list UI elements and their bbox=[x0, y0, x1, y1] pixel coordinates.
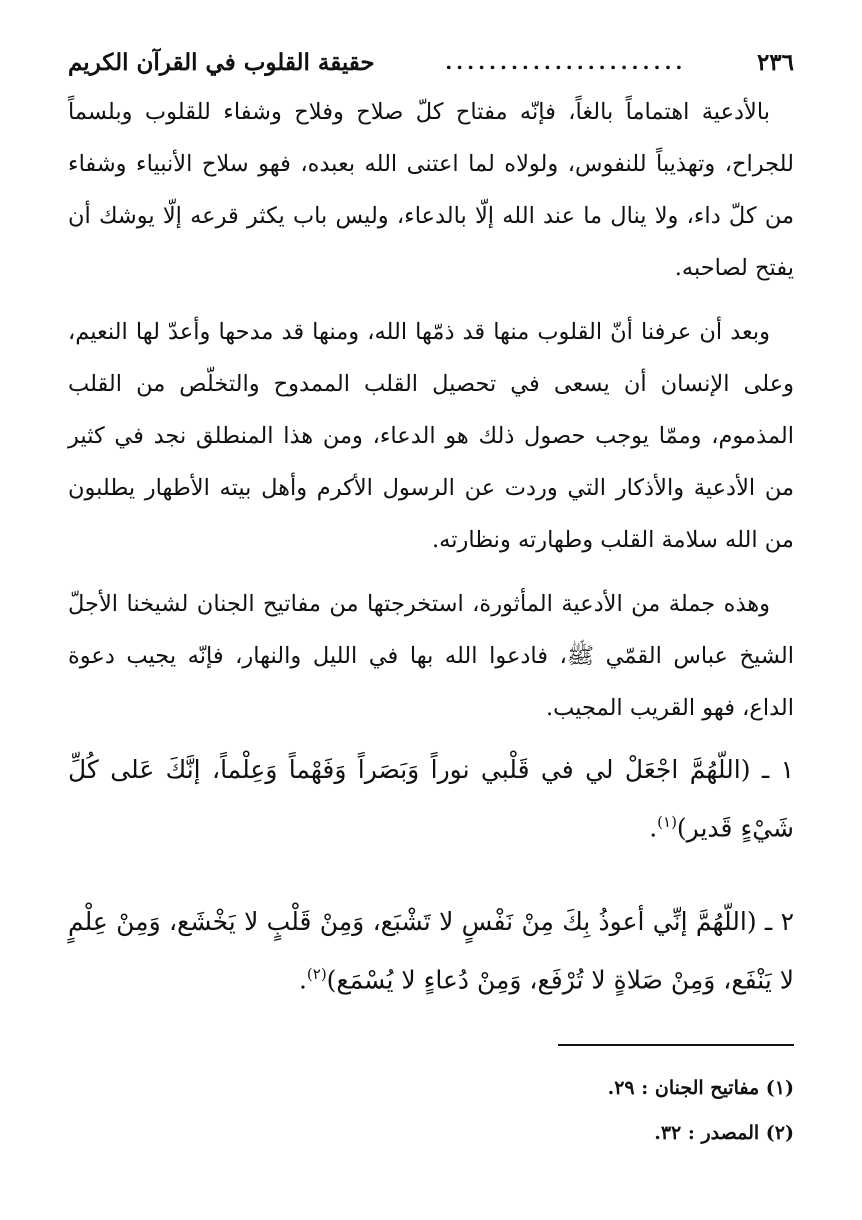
paragraph-3: وهذه جملة من الأدعية المأثورة، استخرجتها من مفاتيح الجنان لشيخنا الأجلّ الشيخ عباس القمّي ﷺ، فادعوا الله بها في الليل والنهار، فإنّه يجيب دعوة الداع، فهو القريب المجيب. bbox=[68, 591, 794, 721]
paragraph-2: وبعد أن عرفنا أنّ القلوب منها قد ذمّها الله، ومنها قد مدحها وأعدّ لها النعيم، وعلى الإنسان أن يسعى في تحصيل القلب الممدوح والتخلّص من القلب المذموم، وممّا يوجب حصول ذلك هو الدعاء، ومن هذا المنطلق نجد في كثير من الأدعية والأذكار التي وردت عن الرسول الأكرم وأهل بيته الأطهار يطلبون من الله سلامة القلب وطهارته ونظارته. bbox=[68, 319, 794, 553]
running-title: حقيقة القلوب في القرآن الكريم bbox=[68, 48, 375, 76]
dua-2-footnote-ref[interactable]: (٢) bbox=[306, 965, 327, 983]
footnote-separator bbox=[558, 1044, 794, 1046]
footnotes bbox=[68, 1066, 794, 1156]
body-text bbox=[68, 86, 794, 734]
page-header bbox=[68, 40, 794, 84]
dua-1-text: ١ ـ (اللّهُمَّ اجْعَلْ لي في قَلْبي نوراً وَبَصَراً وَفَهْماً وَعِلْماً، إنَّكَ عَلى كُلِّ شَيْءٍ قَدير) bbox=[68, 755, 794, 843]
header-dot-leader: ...................... bbox=[445, 50, 687, 74]
dua-2-text: ٢ ـ (اللّهُمَّ إنِّي أعوذُ بِكَ مِنْ نَفْسٍ لا تَشْبَع، وَمِنْ قَلْبٍ لا يَخْشَع، وَمِنْ عِلْمٍ لا يَنْفَع، وَمِنْ صَلاةٍ لا تُرْفَع، وَمِنْ دُعاءٍ لا يُسْمَع) bbox=[68, 907, 794, 995]
dua-2 bbox=[68, 896, 794, 1006]
page-number: ٢٣٦ bbox=[756, 48, 794, 76]
dua-1-end: . bbox=[649, 813, 658, 843]
dua-1-footnote-ref[interactable]: (١) bbox=[657, 813, 677, 831]
footnote-2: (٢) المصدر : ٣٢. bbox=[654, 1122, 794, 1144]
dua-2-end: . bbox=[298, 965, 307, 995]
footnote-1: (١) مفاتيح الجنان : ٢٩. bbox=[607, 1077, 794, 1099]
dua-1 bbox=[68, 744, 794, 854]
paragraph-1: بالأدعية اهتماماً بالغاً، فإنّه مفتاح كلّ صلاح وفلاح وشفاء للقلوب وبلسماً للجراح، وتهذيباً للنفوس، ولولاه لما اعتنى الله بعبده، فهو سلاح الأنبياء وشفاء من كلّ داء، ولا ينال ما عند الله إلّا بالدعاء، وليس باب يكثر قرعه إلّا يوشك أن يفتح لصاحبه. bbox=[68, 99, 794, 281]
